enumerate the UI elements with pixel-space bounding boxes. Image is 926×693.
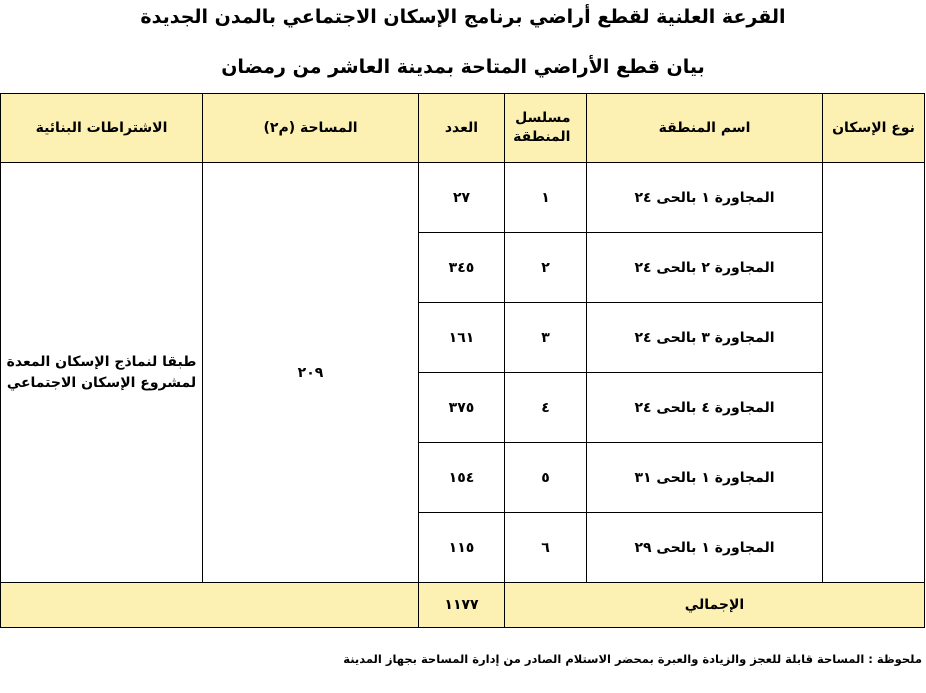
zone-serial-cell: ٤: [505, 373, 587, 443]
header-zone-name: اسم المنطقة: [587, 94, 823, 163]
header-conditions: الاشتراطات البنائية: [1, 94, 203, 163]
header-area: المساحة (م٢): [203, 94, 419, 163]
zone-name-cell: المجاورة ١ بالحى ٢٤: [587, 163, 823, 233]
zone-serial-cell: ١: [505, 163, 587, 233]
document-subtitle: بيان قطع الأراضي المتاحة بمدينة العاشر من رمضان: [221, 56, 705, 78]
zone-serial-cell: ٣: [505, 303, 587, 373]
table-row: [1, 163, 925, 233]
count-cell: ٣٧٥: [419, 373, 505, 443]
zone-serial-cell: ٢: [505, 233, 587, 303]
total-label-cell: الإجمالي: [505, 583, 925, 628]
header-housing-type: نوع الإسكان: [823, 94, 925, 163]
footnote: ملحوظة : المساحة قابلة للعجز والزيادة والعبرة بمحضر الاستلام الصادر من إدارة المساحة بجهاز المدينة: [343, 652, 922, 666]
zone-serial-cell: ٦: [505, 513, 587, 583]
housing-type-cell: [823, 163, 925, 583]
count-cell: ١٥٤: [419, 443, 505, 513]
zone-name-cell: المجاورة ١ بالحى ٣١: [587, 443, 823, 513]
header-zone-serial: مسلسل المنطقة: [505, 94, 587, 163]
count-cell: ١١٥: [419, 513, 505, 583]
conditions-cell: [1, 163, 203, 583]
total-count-cell: ١١٧٧: [419, 583, 505, 628]
zone-name-cell: المجاورة ٣ بالحى ٢٤: [587, 303, 823, 373]
count-cell: ٢٧: [419, 163, 505, 233]
document-title: القرعة العلنية لقطع أراضي برنامج الإسكان الاجتماعي بالمدن الجديدة: [140, 6, 786, 28]
total-empty-cell: [1, 583, 419, 628]
count-cell: ٣٤٥: [419, 233, 505, 303]
conditions-line-1: طبقا لنماذج الإسكان المعدة: [6, 353, 197, 370]
conditions-line-2: لمشروع الإسكان الاجتماعي: [6, 374, 197, 391]
area-cell: ٢٠٩: [203, 163, 419, 583]
table-header-row: [1, 94, 925, 163]
zone-name-cell: المجاورة ٢ بالحى ٢٤: [587, 233, 823, 303]
count-cell: ١٦١: [419, 303, 505, 373]
zone-name-cell: المجاورة ١ بالحى ٢٩: [587, 513, 823, 583]
header-count: العدد: [419, 94, 505, 163]
zone-name-cell: المجاورة ٤ بالحى ٢٤: [587, 373, 823, 443]
plots-table: [0, 93, 925, 628]
total-row: [1, 583, 925, 628]
zone-serial-cell: ٥: [505, 443, 587, 513]
